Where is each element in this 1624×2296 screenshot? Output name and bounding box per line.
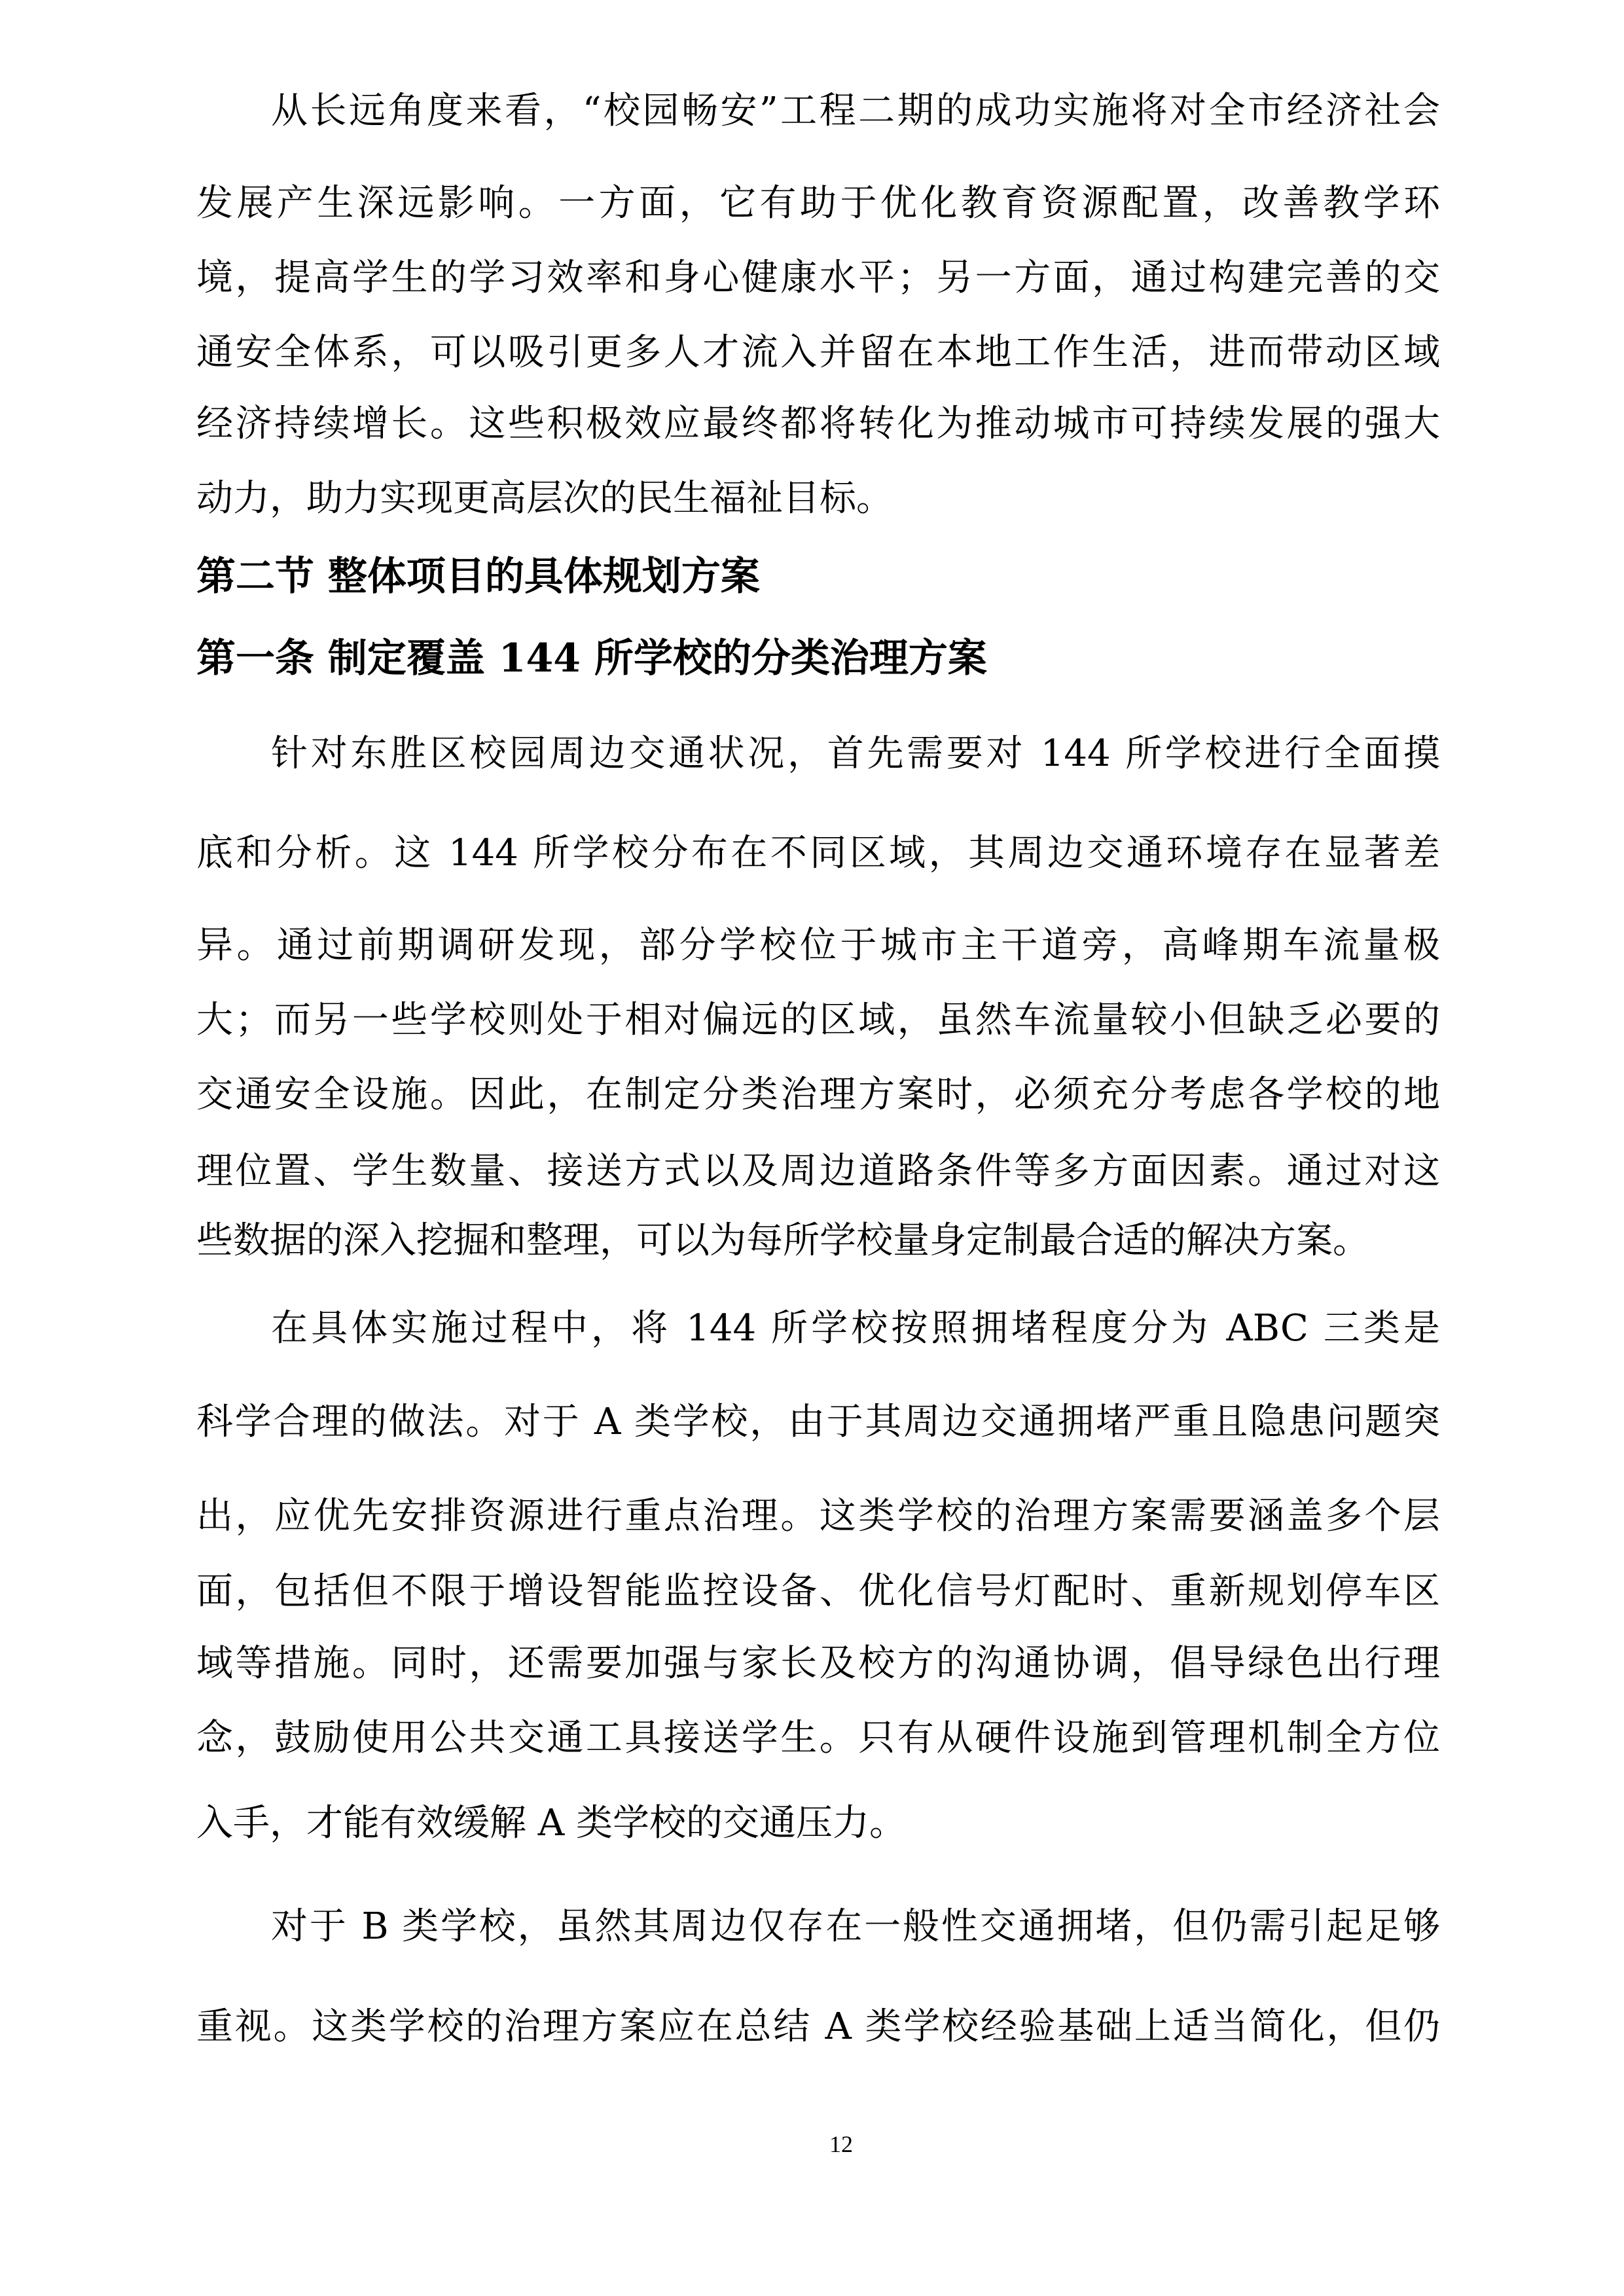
article-heading: 第一条 制定覆盖 144 所学校的分类治理方案 bbox=[196, 636, 987, 681]
text-line: 从长远角度来看，“校园畅安”工程二期的成功实施将对全市经济社会 bbox=[271, 90, 1440, 132]
text-line: 对于 B 类学校，虽然其周边仅存在一般性交通拥堵，但仍需引起足够 bbox=[271, 1905, 1440, 1948]
text-line: 面，包括但不限于增设智能监控设备、优化信号灯配时、重新规划停车区 bbox=[196, 1570, 1440, 1613]
text-line: 底和分析。这 144 所学校分布在不同区域，其周边交通环境存在显著差 bbox=[196, 832, 1440, 874]
text-line: 些数据的深入挖掘和整理，可以为每所学校量身定制最合适的解决方案。 bbox=[196, 1219, 1369, 1262]
text-line: 动力，助力实现更高层次的民生福祉目标。 bbox=[196, 477, 893, 520]
page-number: 12 bbox=[829, 2131, 853, 2157]
text-line: 重视。这类学校的治理方案应在总结 A 类学校经验基础上适当简化，但仍 bbox=[196, 2005, 1440, 2048]
text-line: 通安全体系，可以吸引更多人才流入并留在本地工作生活，进而带动区域 bbox=[196, 331, 1440, 374]
text-line: 交通安全设施。因此，在制定分类治理方案时，必须充分考虑各学校的地 bbox=[196, 1073, 1440, 1116]
text-line: 在具体实施过程中，将 144 所学校按照拥堵程度分为 ABC 三类是 bbox=[271, 1307, 1440, 1350]
text-line: 大；而另一些学校则处于相对偏远的区域，虽然车流量较小但缺乏必要的 bbox=[196, 999, 1440, 1041]
text-line: 出，应优先安排资源进行重点治理。这类学校的治理方案需要涵盖多个层 bbox=[196, 1495, 1440, 1537]
text-line: 异。通过前期调研发现，部分学校位于城市主干道旁，高峰期车流量极 bbox=[196, 924, 1440, 967]
text-line: 针对东胜区校园周边交通状况，首先需要对 144 所学校进行全面摸 bbox=[271, 732, 1440, 775]
text-line: 发展产生深远影响。一方面，它有助于优化教育资源配置，改善教学环 bbox=[196, 182, 1440, 224]
text-line: 理位置、学生数量、接送方式以及周边道路条件等多方面因素。通过对这 bbox=[196, 1150, 1440, 1193]
text-line: 域等措施。同时，还需要加强与家长及校方的沟通协调，倡导绿色出行理 bbox=[196, 1642, 1440, 1685]
text-line: 境，提高学生的学习效率和身心健康水平；另一方面，通过构建完善的交 bbox=[196, 257, 1440, 299]
text-line: 入手，才能有效缓解 A 类学校的交通压力。 bbox=[196, 1802, 907, 1844]
text-line: 科学合理的做法。对于 A 类学校，由于其周边交通拥堵严重且隐患问题突 bbox=[196, 1401, 1440, 1443]
section-heading: 第二节 整体项目的具体规划方案 bbox=[196, 554, 760, 600]
text-line: 经济持续增长。这些积极效应最终都将转化为推动城市可持续发展的强大 bbox=[196, 403, 1440, 445]
text-line: 念，鼓励使用公共交通工具接送学生。只有从硬件设施到管理机制全方位 bbox=[196, 1717, 1440, 1759]
